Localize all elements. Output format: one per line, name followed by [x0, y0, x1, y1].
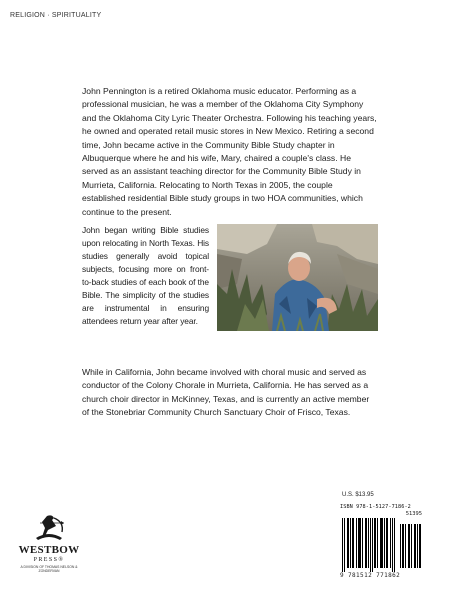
price-label: U.S. $13.95	[342, 492, 374, 498]
isbn-barcode	[340, 504, 422, 582]
author-photo-image	[217, 224, 378, 331]
barcode-addon: 51395	[405, 511, 422, 517]
publisher-press: PRESS®	[33, 557, 65, 563]
bio-paragraph-3: While in California, John became involved with choral music and served as conductor of the Colony Chorale in Murrieta, California. He has served as a church choir director in McKinney, Texas, and is currently an active member of the Stonebriar Community Church Sanctuary Choir of Frisco, Texas.	[82, 367, 370, 418]
publisher-logo	[14, 508, 84, 588]
author-photo	[217, 224, 378, 331]
bio-paragraph-2: John began writing Bible studies upon relocating in North Texas. His studies generally avoid topical subjects, focusing more on front-to-back studies of each book of the Bible. The simplicity of the studies are instrumental in ensuring attendees return year after year.	[82, 225, 209, 326]
archer-icon	[14, 508, 84, 544]
barcode-number: 9 781512 771862	[340, 572, 401, 579]
category-label: RELIGION · SPIRITUALITY	[10, 12, 102, 19]
publisher-name: WESTBOW	[18, 544, 80, 556]
isbn-text: ISBN 978-1-5127-7186-2	[340, 504, 411, 510]
bio-paragraph-1: John Pennington is a retired Oklahoma music educator. Performing as a professional musician, he was a member of the Oklahoma City Symphony and the Oklahoma City Lyric Theater Orchestra. Following his teaching years, he owned and operated retail music stores in New Mexico. Retiring a second time, John became active in the Community Bible Study chapter in Albuquerque where he and his wife, Mary, chaired a couple's class. He served as an assistant teaching director for the Community Bible Study in Murrieta, California. Relocating to North Texas in 2005, the couple established residential Bible study groups in two HOA communities, which continue to the present.	[82, 86, 377, 217]
barcode-icon	[340, 518, 422, 572]
publisher-tagline: A DIVISION OF THOMAS NELSON & ZONDERVAN	[20, 565, 78, 573]
